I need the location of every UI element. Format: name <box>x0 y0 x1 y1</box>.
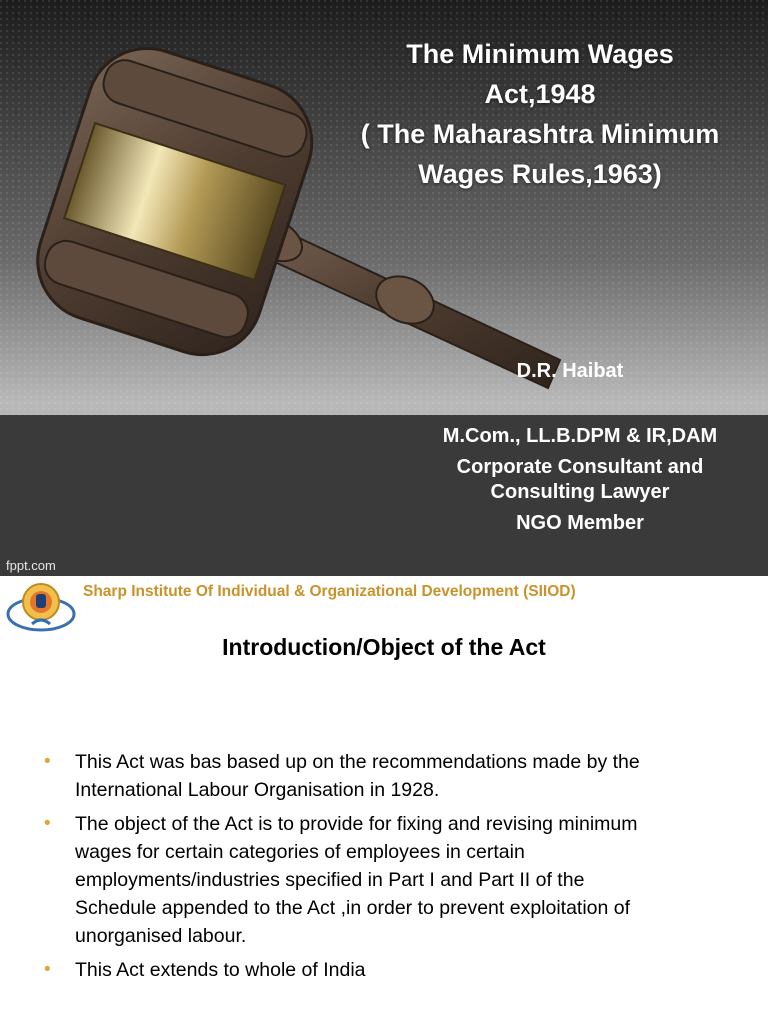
watermark-text: fppt.com <box>6 558 56 573</box>
bullet-line: Schedule appended to the Act ,in order to prevent exploitation of <box>75 897 631 919</box>
bullet-line: employments/industries specified in Part I and Part II of the <box>75 869 585 891</box>
list-item <box>44 810 744 950</box>
title-line: Wages Rules,1963) <box>418 159 662 189</box>
bullet-list <box>44 748 744 990</box>
qualification-line: NGO Member <box>516 512 644 534</box>
bullet-line: The object of the Act is to provide for fixing and revising minimum <box>75 813 638 835</box>
qualification-line: Corporate Consultant and <box>456 456 704 478</box>
bullet-icon: • <box>44 751 51 772</box>
bullet-line: International Labour Organisation in 1928. <box>75 779 440 801</box>
content-slide <box>0 576 768 1024</box>
qualification-line: M.Com., LL.B.DPM & IR,DAM <box>442 425 718 447</box>
qualification-line: Consulting Lawyer <box>490 481 670 503</box>
bullet-line: This Act extends to whole of India <box>75 959 366 981</box>
author-name: D.R. Haibat <box>516 360 624 382</box>
title-line: The Minimum Wages <box>406 39 674 69</box>
presentation-title <box>330 34 750 194</box>
title-line: ( The Maharashtra Minimum <box>360 119 720 149</box>
slide-heading: Introduction/Object of the Act <box>222 634 546 660</box>
list-item <box>44 956 744 984</box>
institute-logo-icon <box>6 580 76 634</box>
bullet-line: unorganised labour. <box>75 925 247 947</box>
bullet-line: This Act was bas based up on the recommendations made by the <box>75 751 640 773</box>
title-line: Act,1948 <box>484 79 596 109</box>
bullet-line: wages for certain categories of employees in certain <box>75 841 525 863</box>
bullet-icon: • <box>44 813 51 834</box>
institute-name: Sharp Institute Of Individual & Organizational Development (SIIOD) <box>83 583 576 600</box>
author-qualifications <box>400 424 760 536</box>
bullet-icon: • <box>44 959 51 980</box>
list-item <box>44 748 744 804</box>
